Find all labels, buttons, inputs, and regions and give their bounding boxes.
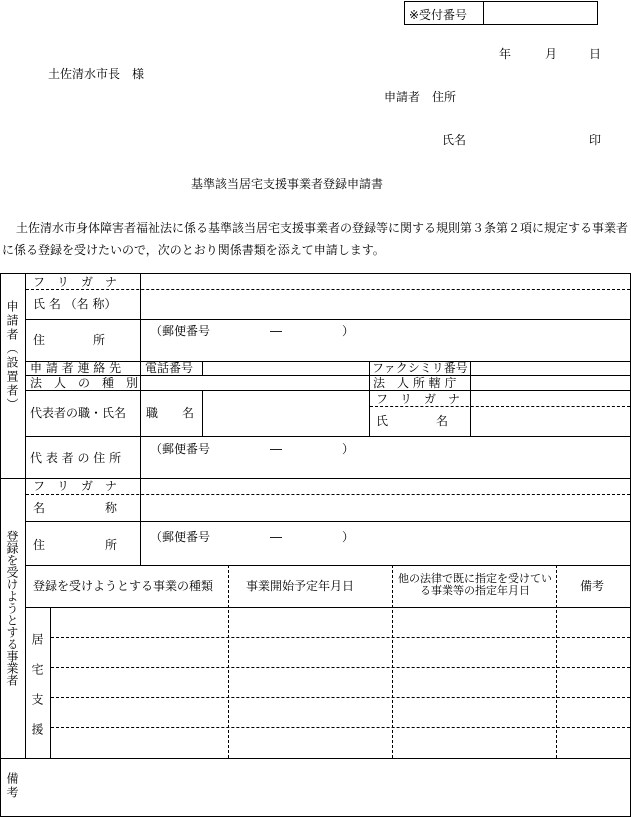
s1-corp-office-label: 法 人 所 轄 庁 [373,376,457,390]
s1-rep-name-label: 氏 名 [376,414,449,428]
s1-rep-postal-code: （郵便番号 ― ） [150,442,355,456]
s2-row-line [51,667,630,668]
body-paragraph: 土佐清水市身体障害者福祉法に係る基準該当居宅支援事業者の登録等に関する規則第３条第２項に規定する事業者に係る登録を受けたいので，次のとおり関係書類を添えて申請します。 [2,221,629,257]
s1-furigana-label: フ リ ガ ナ [33,275,118,289]
s1-v [369,361,370,436]
s2-line [26,607,630,608]
date-year: 年 [499,47,512,61]
table-top-border [0,273,631,274]
s1-furigana-dashed-line [26,289,630,290]
s1-job-label: 職 名 [146,406,195,420]
date-month: 月 [545,47,558,61]
receipt-number-label: ※受付番号 [409,8,468,22]
s2-postal-code: （郵便番号 ― ） [150,530,355,544]
s1-corp-type-label: 法 人 の 種 別 [30,376,139,390]
s2-row-line [51,727,630,728]
s1-line [26,319,630,320]
receipt-number-box [404,1,598,25]
s1-line [26,436,630,437]
s1-rep-title-name-label: 代表者の職・氏名 [30,406,127,420]
s1-phone-label: 電話番号 [145,361,194,375]
date-day: 日 [589,47,602,61]
s1-rep-furigana-dashed-line [370,406,630,407]
document-title: 基準該当居宅支援事業者登録申請書 [191,177,384,191]
s2-row-group-label: 居 宅 支 援 [30,633,44,738]
s2-vd [556,565,557,758]
label-column-divider [25,273,26,759]
s2-col-other-designation: 他の法律で既に指定を受けている事業等の指定年月日 [398,572,552,597]
s1-address-label: 住 所 [33,333,106,347]
s2-v [50,607,51,758]
s1-v [202,390,203,436]
s2-row-line [51,637,630,638]
s2-col-remarks: 備考 [580,579,605,593]
s1-name-label: 氏 名 （名 称） [33,297,117,311]
applicant-address-label: 申請者 住所 [384,90,457,104]
s1-label-col-divider [140,273,141,478]
section2-vertical-label: 登録を受けようとする事業者 [5,530,19,686]
applicant-name-label: 氏名 [442,133,467,147]
section3-vertical-label: 備考 [5,772,19,800]
s1-contact-label: 申 請 者 連 絡 先 [30,361,122,375]
s1-postal-code: （郵便番号 ― ） [150,324,355,338]
s2-furigana-dashed-line [26,494,630,495]
s2-vd [228,565,229,758]
table-left-border [0,273,1,817]
s1-v [202,361,203,375]
s1-rep-address-label: 代 表 者 の 住 所 [30,451,122,465]
s2-col-business-type: 登録を受けようとする事業の種類 [33,579,214,593]
s1-line [26,390,630,391]
seal-mark: 印 [589,133,602,147]
s2-row-line [51,697,630,698]
section2-bottom-line [0,758,631,759]
s2-line [26,521,630,522]
addressee: 土佐清水市長 様 [48,67,145,81]
s2-furigana-label: フ リ ガ ナ [33,479,118,493]
section1-vertical-label: 申請者（設置者） [5,300,19,412]
s2-address-label: 住 所 [33,538,118,552]
s2-col-start-date: 事業開始予定年月日 [246,579,355,593]
s2-name-label: 名 称 [33,501,118,515]
receipt-divider [483,2,484,24]
s2-line [26,565,630,566]
s2-vd [392,565,393,758]
s1-rep-furigana-label: フ リ ガ ナ [376,392,461,406]
s1-v [470,361,471,436]
s1-fax-label: ファクシミリ番号 [372,361,468,375]
s2-v [140,478,141,565]
